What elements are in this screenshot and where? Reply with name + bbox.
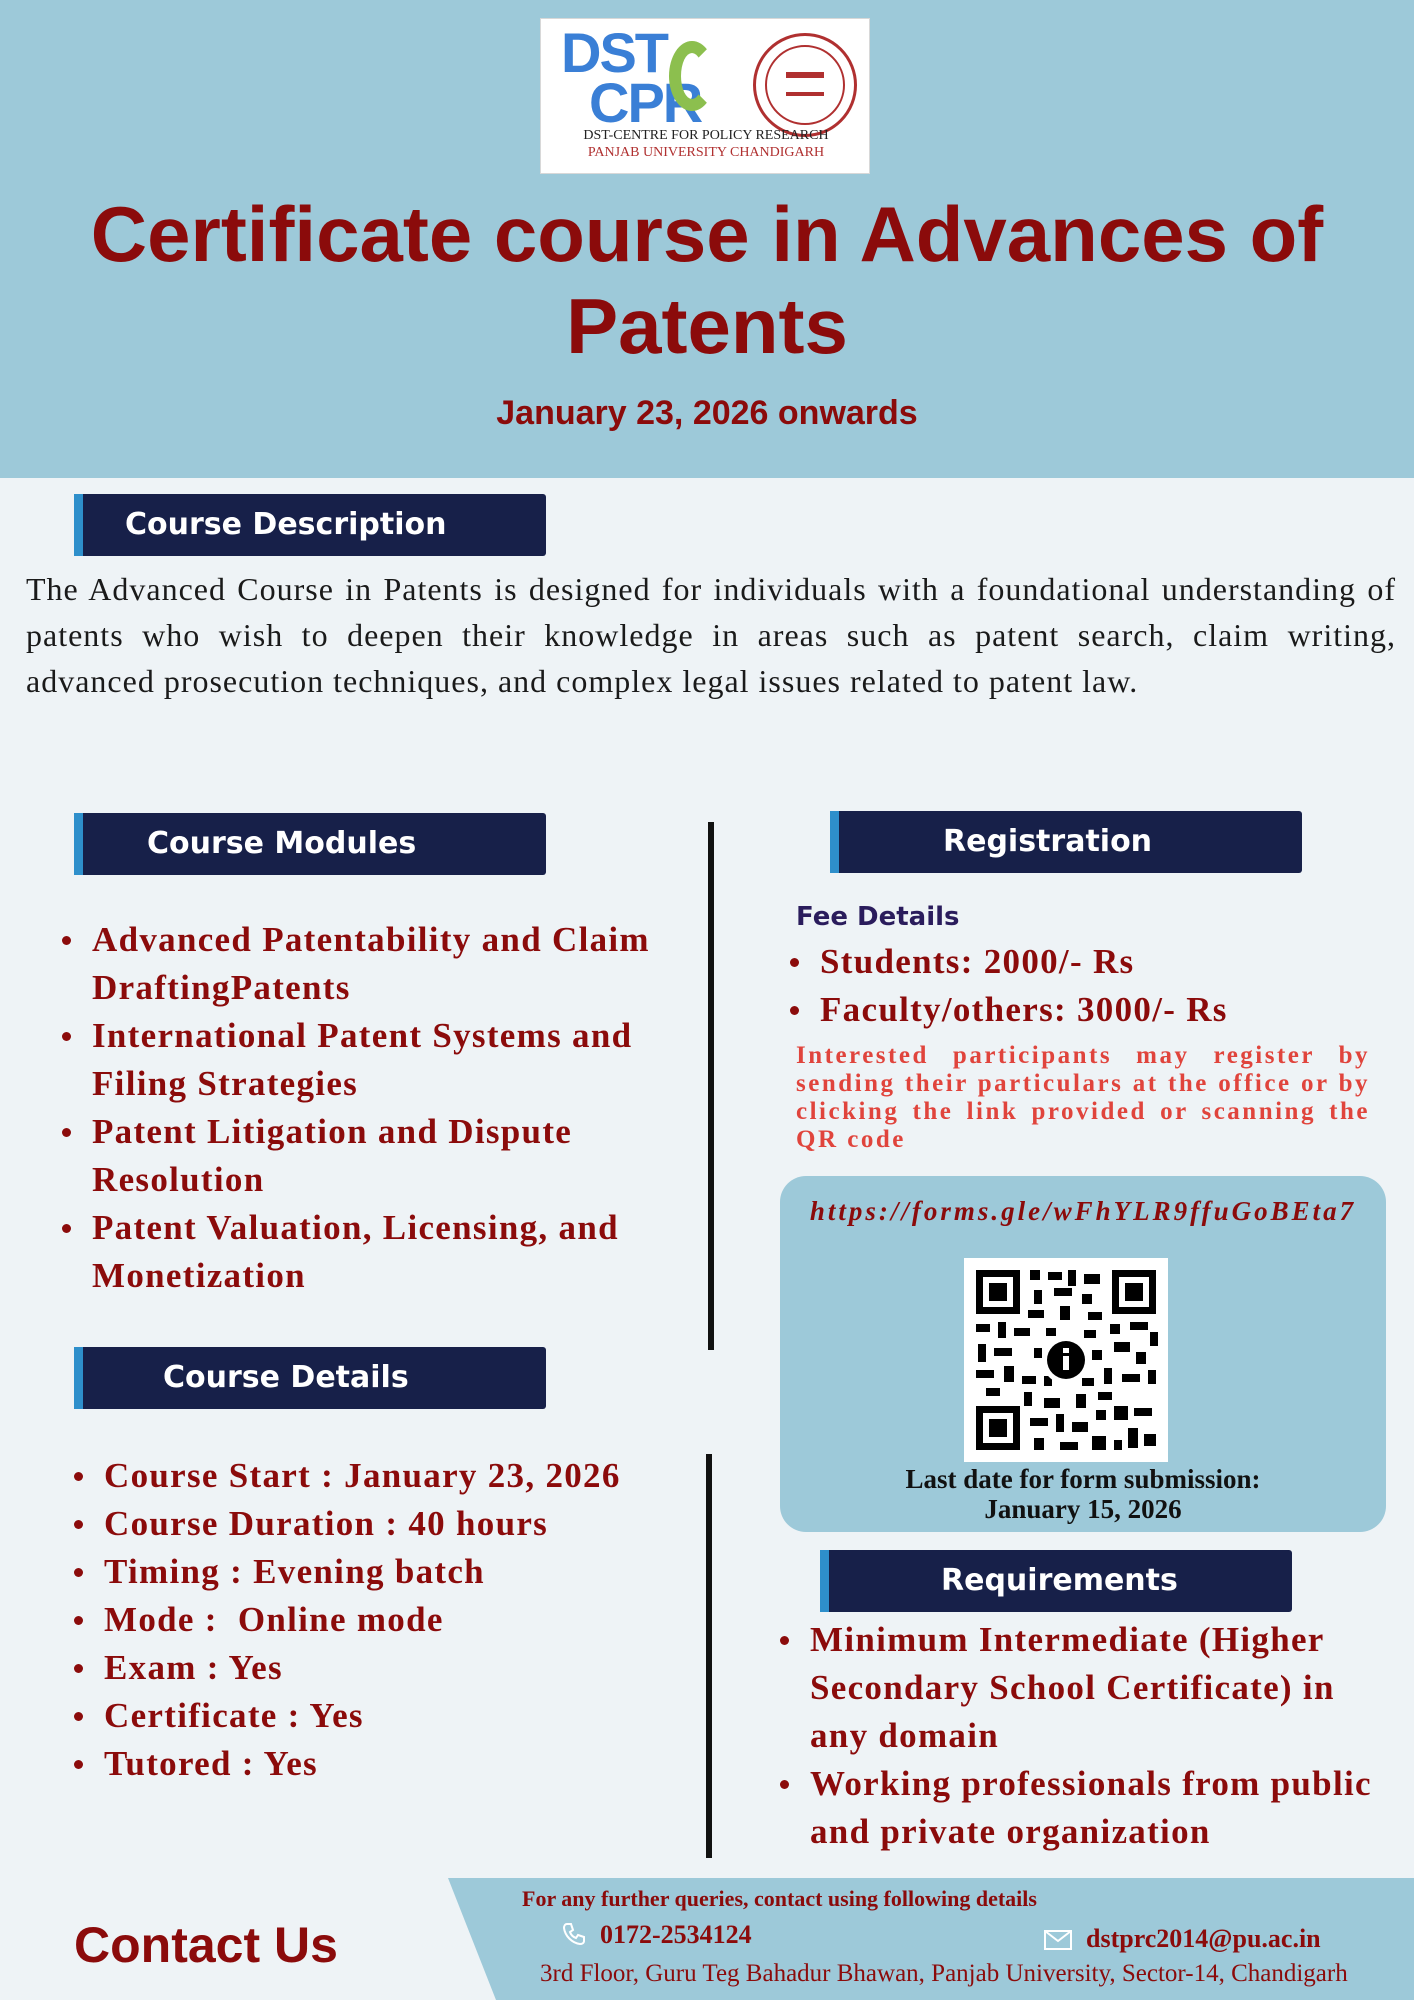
contact-queries-text: For any further queries, contact using following details <box>522 1886 1037 1911</box>
page-title: Certificate course in Advances of Patents <box>90 190 1324 370</box>
qr-code-graphic <box>964 1258 1168 1462</box>
list-item: Timing : Evening batch <box>74 1548 694 1596</box>
logo-arc-icon <box>669 41 715 111</box>
mail-icon <box>1044 1930 1072 1950</box>
list-item: Faculty/others: 3000/- Rs <box>790 986 1370 1034</box>
logo-line-centre: DST-CENTRE FOR POLICY RESEARCH <box>583 128 829 143</box>
phone-icon <box>560 1920 588 1948</box>
fee-details-label: Fee Details <box>796 902 960 932</box>
registration-note: Interested participants may register by sending their particulars at the office or by clicking the link provided or scanning the QR code <box>796 1042 1370 1153</box>
list-item: Course Duration : 40 hours <box>74 1500 694 1548</box>
course-details-list <box>74 1452 694 1788</box>
course-modules-heading: Course Modules <box>74 813 546 875</box>
list-item: Mode : Online mode <box>74 1596 694 1644</box>
course-description-text: The Advanced Course in Patents is designed for individuals with a foundational understanding of patents who wish to deepen their knowledge in areas such as patent search, claim writing, advanced prosecution techniques, and complex legal issues related to patent law. <box>26 571 1396 699</box>
course-description-heading: Course Description <box>74 494 546 556</box>
course-date: January 23, 2026 onwards <box>496 394 918 432</box>
registration-card <box>780 1176 1386 1532</box>
list-item: Patent Valuation, Licensing, and Monetization <box>62 1204 702 1300</box>
last-date-label: Last date for form submission: <box>905 1464 1261 1494</box>
course-modules-list <box>62 916 702 1300</box>
list-item: Working professionals from public and private organization <box>780 1760 1400 1856</box>
contact-address: 3rd Floor, Guru Teg Bahadur Bhawan, Panjab University, Sector-14, Chandigarh <box>540 1960 1348 1987</box>
logo-mark-top: DST <box>561 21 667 84</box>
list-item: International Patent Systems and Filing Strategies <box>62 1012 702 1108</box>
list-item: Exam : Yes <box>74 1644 694 1692</box>
list-item: Tutored : Yes <box>74 1740 694 1788</box>
column-divider-lower <box>706 1454 712 1858</box>
list-item: Advanced Patentability and Claim DraftingPatents <box>62 916 702 1012</box>
registration-heading: Registration <box>830 811 1302 873</box>
last-date <box>780 1464 1386 1524</box>
list-item: Patent Litigation and Dispute Resolution <box>62 1108 702 1204</box>
column-divider <box>708 822 714 1350</box>
list-item: Course Start : January 23, 2026 <box>74 1452 694 1500</box>
hero-banner <box>0 0 1414 478</box>
university-seal-icon <box>753 33 857 137</box>
dst-cpr-logo <box>540 18 870 174</box>
registration-link[interactable]: https://forms.gle/wFhYLR9ffuGoBEta7 <box>809 1196 1357 1226</box>
fee-list <box>790 938 1370 1034</box>
list-item: Certificate : Yes <box>74 1692 694 1740</box>
contact-us-title: Contact Us <box>74 1917 338 1973</box>
course-details-heading: Course Details <box>74 1347 546 1409</box>
list-item: Minimum Intermediate (Higher Secondary School Certificate) in any domain <box>780 1616 1400 1760</box>
logo-line-university: PANJAB UNIVERSITY CHANDIGARH <box>587 145 825 160</box>
qr-code-icon[interactable] <box>964 1258 1168 1462</box>
requirements-list <box>780 1616 1400 1856</box>
requirements-heading: Requirements <box>820 1550 1292 1612</box>
last-date-value: January 15, 2026 <box>984 1494 1182 1524</box>
contact-phone[interactable]: 0172-2534124 <box>600 1920 752 1949</box>
contact-email[interactable]: dstprc2014@pu.ac.in <box>1086 1924 1321 1953</box>
logo-mark-bottom: CPR <box>589 71 702 134</box>
list-item: Students: 2000/- Rs <box>790 938 1370 986</box>
